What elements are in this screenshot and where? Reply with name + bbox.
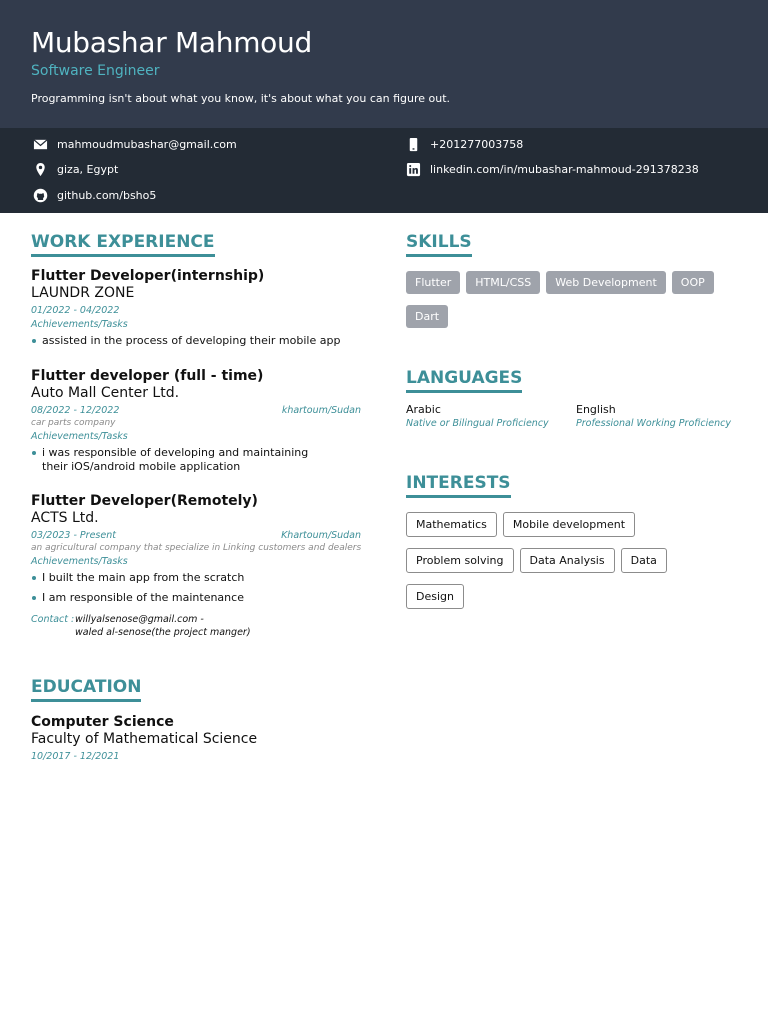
skill-tag: Flutter [406, 271, 460, 294]
job-location: khartoum/Sudan [281, 405, 361, 416]
job-dates: 01/2022 - 04/2022 [31, 305, 120, 316]
job-company: LAUNDR ZONE [31, 285, 135, 301]
reference-value [75, 613, 251, 639]
interest-tag: Problem solving [406, 548, 514, 573]
linkedin-icon [406, 162, 421, 177]
contact-github[interactable] [33, 188, 156, 203]
interest-tag: Mobile development [503, 512, 635, 537]
tagline: Programming isn't about what you know, it's about what you can figure out. [31, 92, 451, 105]
job-meta [31, 305, 361, 316]
achievement-item: i was responsible of developing and maintaining their iOS/android mobile application [31, 446, 331, 474]
github-text: github.com/bsho5 [57, 189, 157, 202]
job-dates: 03/2023 - Present [31, 530, 116, 541]
email-text: mahmoudmubashar@gmail.com [57, 138, 237, 151]
job-company: ACTS Ltd. [31, 510, 99, 526]
github-icon [33, 188, 48, 203]
education-dates: 10/2017 - 12/2021 [31, 751, 120, 762]
interest-tag: Data [621, 548, 667, 573]
language-item [406, 403, 576, 429]
contact-email[interactable] [33, 137, 237, 152]
job-dates: 08/2022 - 12/2022 [31, 405, 120, 416]
job-location: Khartoum/Sudan [281, 530, 361, 541]
achievement-item: I am responsible of the maintenance [31, 591, 361, 605]
company-description: an agricultural company that specialize in Linking customers and dealers [31, 543, 362, 553]
skill-tag: Dart [406, 305, 448, 328]
contact-location [33, 162, 118, 177]
job-entry [31, 268, 361, 348]
contact-linkedin[interactable] [406, 162, 699, 177]
job-entry [31, 368, 361, 474]
achievement-item: assisted in the process of developing their mobile app [31, 334, 361, 348]
school: Faculty of Mathematical Science [31, 731, 258, 747]
map-pin-icon [33, 162, 48, 177]
contact-bar [0, 128, 768, 213]
reference-contact [31, 613, 361, 639]
interests-heading: INTERESTS [406, 473, 511, 498]
resume-header [0, 0, 768, 128]
interest-tag: Mathematics [406, 512, 497, 537]
job-meta [31, 530, 361, 541]
language-name: English [576, 403, 616, 416]
right-column [406, 232, 746, 620]
envelope-icon [33, 137, 48, 152]
left-column [31, 232, 361, 762]
skill-tag: HTML/CSS [466, 271, 540, 294]
job-meta [31, 405, 361, 416]
education-heading: EDUCATION [31, 677, 141, 702]
job-title: Flutter Developer(Remotely) [31, 493, 258, 509]
contact-phone[interactable] [406, 137, 523, 152]
skills-list [406, 271, 736, 339]
linkedin-text: linkedin.com/in/mubashar-mahmoud-291378238 [430, 163, 699, 176]
achievements-label: Achievements/Tasks [31, 556, 128, 567]
person-name: Mubashar Mahmoud [31, 26, 312, 59]
location-text: giza, Egypt [57, 163, 119, 176]
language-level: Professional Working Proficiency [576, 418, 731, 429]
degree: Computer Science [31, 714, 174, 730]
phone-icon [406, 137, 421, 152]
skill-tag: Web Development [546, 271, 666, 294]
education-section [31, 677, 361, 762]
job-entry [31, 493, 361, 639]
education-meta [31, 751, 361, 762]
language-level: Native or Bilingual Proficiency [406, 418, 549, 429]
languages-list [406, 403, 746, 429]
reference-name: waled al-senose(the project manger) [75, 627, 251, 638]
languages-heading: LANGUAGES [406, 368, 522, 393]
education-entry [31, 714, 361, 762]
interests-section [406, 473, 746, 620]
interest-tag: Design [406, 584, 464, 609]
phone-text: +201277003758 [430, 138, 524, 151]
skills-heading: SKILLS [406, 232, 472, 257]
work-experience-heading: WORK EXPERIENCE [31, 232, 215, 257]
skill-tag: OOP [672, 271, 714, 294]
language-item [576, 403, 746, 429]
reference-label: Contact : [31, 614, 75, 625]
achievements-label: Achievements/Tasks [31, 319, 128, 330]
interest-tag: Data Analysis [520, 548, 615, 573]
job-title: Flutter developer (full - time) [31, 368, 264, 384]
interests-list [406, 512, 736, 620]
language-name: Arabic [406, 403, 441, 416]
achievements-label: Achievements/Tasks [31, 431, 128, 442]
reference-email: willyalsenose@gmail.com - [75, 614, 204, 625]
job-title: Flutter Developer(internship) [31, 268, 265, 284]
company-description: car parts company [31, 418, 116, 428]
job-title: Software Engineer [31, 63, 160, 79]
languages-section [406, 368, 746, 429]
achievement-item: I built the main app from the scratch [31, 571, 361, 585]
job-company: Auto Mall Center Ltd. [31, 385, 180, 401]
